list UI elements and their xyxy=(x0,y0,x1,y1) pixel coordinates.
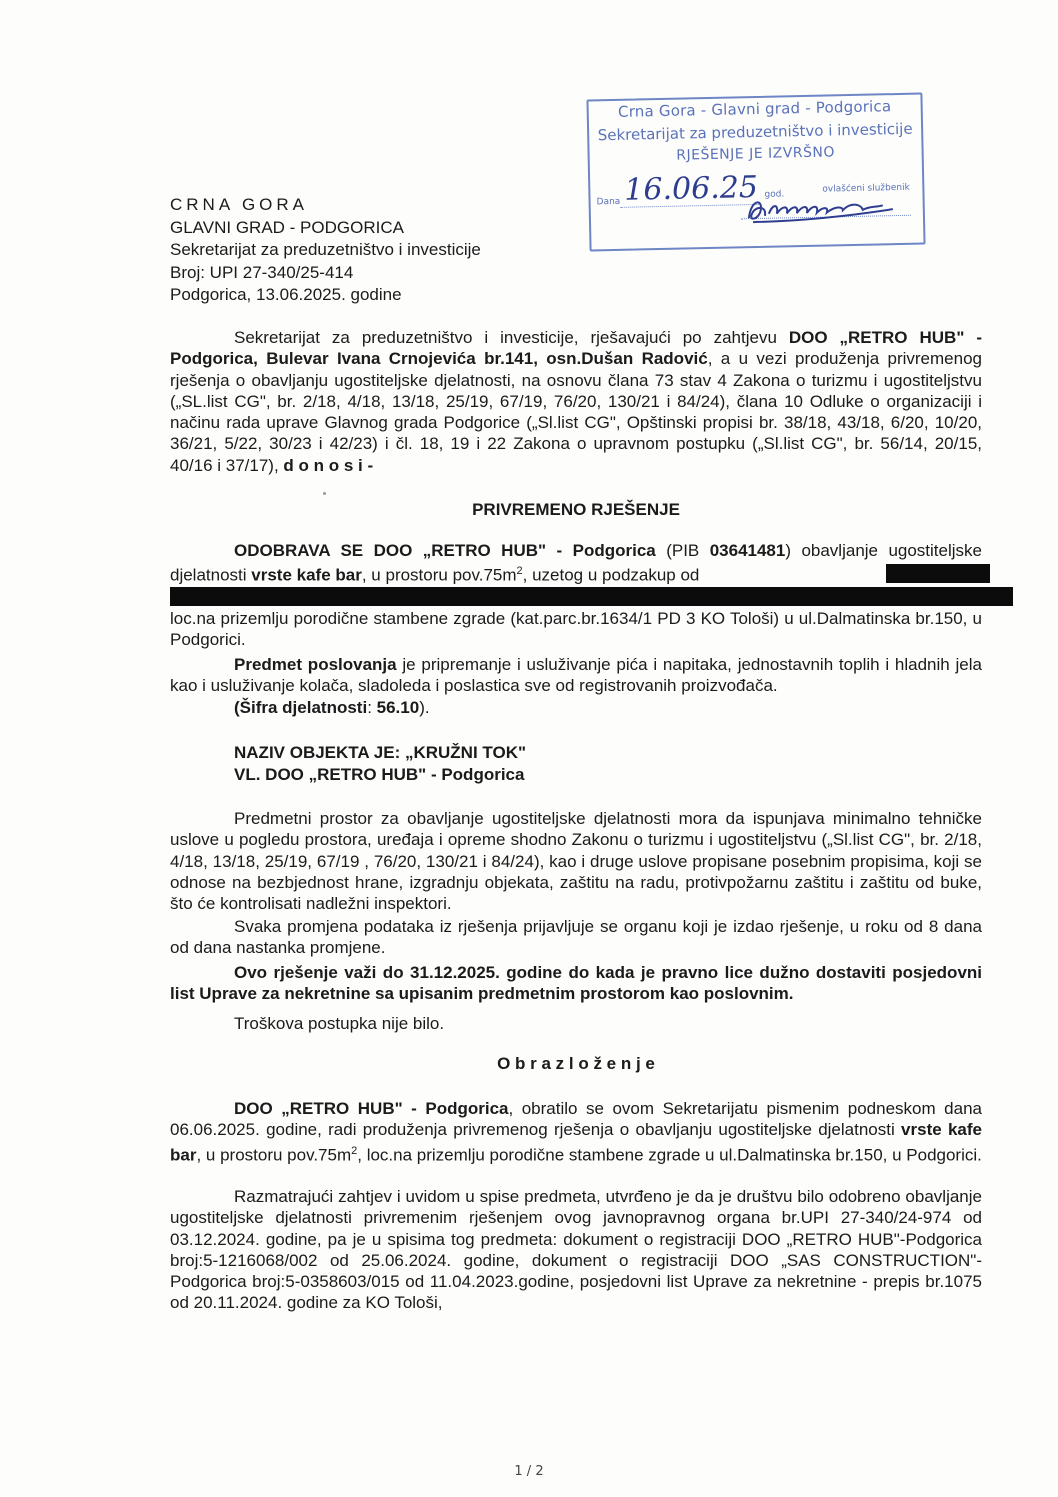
change-notice-paragraph: Svaka promjena podataka iz rješenja prijavljuje se organu koji je izdao rješenje, u roku od 8 dana od dana nastanka promjene. xyxy=(170,917,982,958)
decision-text-5: loc.na prizemlju porodične stambene zgrade (kat.parc.br.1634/1 PD 3 KO Tološi) u ul.Dalmatinska br.150, u Podgorici. xyxy=(170,608,982,649)
stamp-official-label: ovlašćeni službenik xyxy=(822,182,910,195)
decision-text-4: , uzetog u podzakup od xyxy=(522,565,700,585)
stamp-date-label: Dana xyxy=(596,196,621,208)
reasoning-text-3: , loc.na prizemlju porodične stambene zgrade u ul.Dalmatinska br.150, u Podgorici. xyxy=(357,1145,982,1165)
reasoning-business-type: vrste kafe bar xyxy=(170,1120,982,1165)
pib-number: 03641481 xyxy=(709,541,786,560)
intro-text-2: , a u vezi produženja privremenog rješenja o obavljanju ugostiteljske djelatnosti, na osnovu člana 73 stav 4 Zakona o turizmu i ugostiteljstvu („SL.list CG", br. 2/18, 4/18, 13/18, 25/19, 67/19, 76/20, 130/21 i 84/24), člana 10 Odluke o organizaciji i načinu rada uprave Glavnog grada Podgorice („Sl.list CG", Opštinski propisi br. 38/18, 43/18, 6/20, 10/20, 36/21, 5/22, 30/23 i 42/23) i čl. 18, 19 i 22 Zakona o upravnom postupku („Sl.list CG", br. 56/14, 20/15, 40/16 i 37/17), xyxy=(170,349,982,475)
business-subject-label: Predmet poslovanja xyxy=(234,655,397,674)
place-date: Podgorica, 13.06.2025. godine xyxy=(170,285,402,304)
signature-icon xyxy=(742,189,911,229)
reasoning-title: O b r a z l o ž e n j e xyxy=(497,1054,655,1073)
activity-code: 56.10 xyxy=(376,697,420,717)
superscript-2: 2 xyxy=(516,565,523,578)
superscript-2: 2 xyxy=(351,1144,358,1157)
conditions-paragraph: Predmetni prostor za obavljanje ugostiteljske djelatnosti mora da ispunjava minimalno tehničke uslove u pogledu prostora, uređaja i opreme shodno Zakonu o turizmu i ugostiteljstvu („Sl.list CG", br. 2/18, 4/18, 13/18, 25/19, 67/19 , 76/20, 130/21 i 84/24), kao i druge uslove propisane posebnim propisima, koji se odnose na bezbjednost hrane, izgradnju objekata, zaštitu na radu, protivpožarnu zaštitu i zaštitu od buke, što će kontrolisati nadležni inspektori. xyxy=(170,809,982,914)
activity-code-label: (Šifra djelatnosti xyxy=(234,697,368,717)
object-name: NAZIV OBJEKTA JE: „KRUŽNI TOK" xyxy=(234,743,527,762)
stamp-year-label: god. xyxy=(764,189,785,200)
business-subject-text: je pripremanje i usluživanje pića i napitaka, jednostavnih toplih i hladnih jela kao i usluživanje kolača, sladoleda i poslastica sve od registrovanih proizvođača. xyxy=(170,655,982,696)
redaction-bar xyxy=(170,587,1013,606)
stamp-line-2: Sekretarijat za preduzetništvo i investicije xyxy=(597,119,913,145)
decision-title: PRIVREMENO RJEŠENJE xyxy=(472,500,680,519)
business-subject-paragraph xyxy=(170,654,982,718)
intro-text-1: Sekretarijat za preduzetništvo i investicije, rješavajući po zahtjevu xyxy=(234,328,789,347)
country-name: CRNA GORA xyxy=(170,195,309,214)
stamp-line-1: Crna Gora - Glavni grad - Podgorica xyxy=(617,97,892,121)
object-owner: VL. DOO „RETRO HUB" - Podgorica xyxy=(234,765,525,784)
activity-code-separator: : xyxy=(367,697,377,717)
stamp-date-handwritten: 16.06.25 xyxy=(623,169,759,208)
business-type: vrste kafe bar xyxy=(251,565,362,585)
stamp-line-3: RJEŠENJE JE IZVRŠNO xyxy=(676,144,836,164)
applicant-name: DOO „RETRO HUB" - Podgorica, Bulevar Ivana Crnojevića br.141, osn.Dušan Radović xyxy=(170,328,982,369)
reasoning-text-2: , u prostoru pov.75m xyxy=(196,1145,352,1165)
reasoning-text-1: , obratilo se ovom Sekretarijatu pismenim podneskom dana 06.06.2025. godine, radi produženja privremenog rješenja o obavljanju ugostiteljske djelatnosti xyxy=(170,1099,982,1140)
case-number: Broj: UPI 27-340/25-414 xyxy=(170,262,354,282)
decides-keyword: d o n o s i - xyxy=(283,455,374,475)
enforceability-stamp xyxy=(586,92,925,251)
activity-code-close: ). xyxy=(419,697,430,717)
decision-approval: ODOBRAVA SE DOO „RETRO HUB" - Podgorica xyxy=(234,541,656,560)
city-name: GLAVNI GRAD - PODGORICA xyxy=(170,217,404,237)
document-header xyxy=(170,194,481,307)
reasoning-applicant: DOO „RETRO HUB" - Podgorica xyxy=(234,1099,509,1118)
object-block xyxy=(234,742,526,786)
decision-text-1: (PIB xyxy=(655,541,710,560)
redaction-bar xyxy=(886,564,990,583)
department-name: Sekretarijat za preduzetništvo i investicije xyxy=(170,240,481,259)
intro-paragraph xyxy=(170,327,982,476)
validity-paragraph: Ovo rješenje važi do 31.12.2025. godine do kada je pravno lice dužno dostaviti posjedovni list Uprave za nekretnine sa upisanim predmetnim prostorom kao poslovnim. xyxy=(170,963,982,1004)
decision-text-2: ) obavljanje ugostiteljske djelatnosti xyxy=(170,541,982,585)
costs-paragraph: Troškova postupka nije bilo. xyxy=(234,1014,445,1033)
reasoning-paragraph-2: Razmatrajući zahtjev i uvidom u spise predmeta, utvrđeno je da je društvu bilo odobreno obavljanje ugostiteljske djelatnosti privremenim rješenjem ovog javnopravnog organa br.UPI 27-340/24-974 od 03.12.2024. godine, pa je u spisima tog predmeta: dokument o registraciji DOO „RETRO HUB"-Podgorica broj:5-1216068/002 od 25.06.2024. godine, dokument o registraciji DOO „SAS CONSTRUCTION"-Podgorica broj:5-0358603/015 od 11.04.2023.godine, posjedovni list Uprave za nekretnine - prepis br.1075 od 20.11.2024. godine za KO Tološi, xyxy=(170,1187,982,1313)
decision-text-3: , u prostoru pov.75m xyxy=(361,565,517,585)
reasoning-paragraph-1 xyxy=(170,1098,982,1166)
speck xyxy=(323,492,326,495)
page-number: 1 / 2 xyxy=(514,1464,544,1479)
